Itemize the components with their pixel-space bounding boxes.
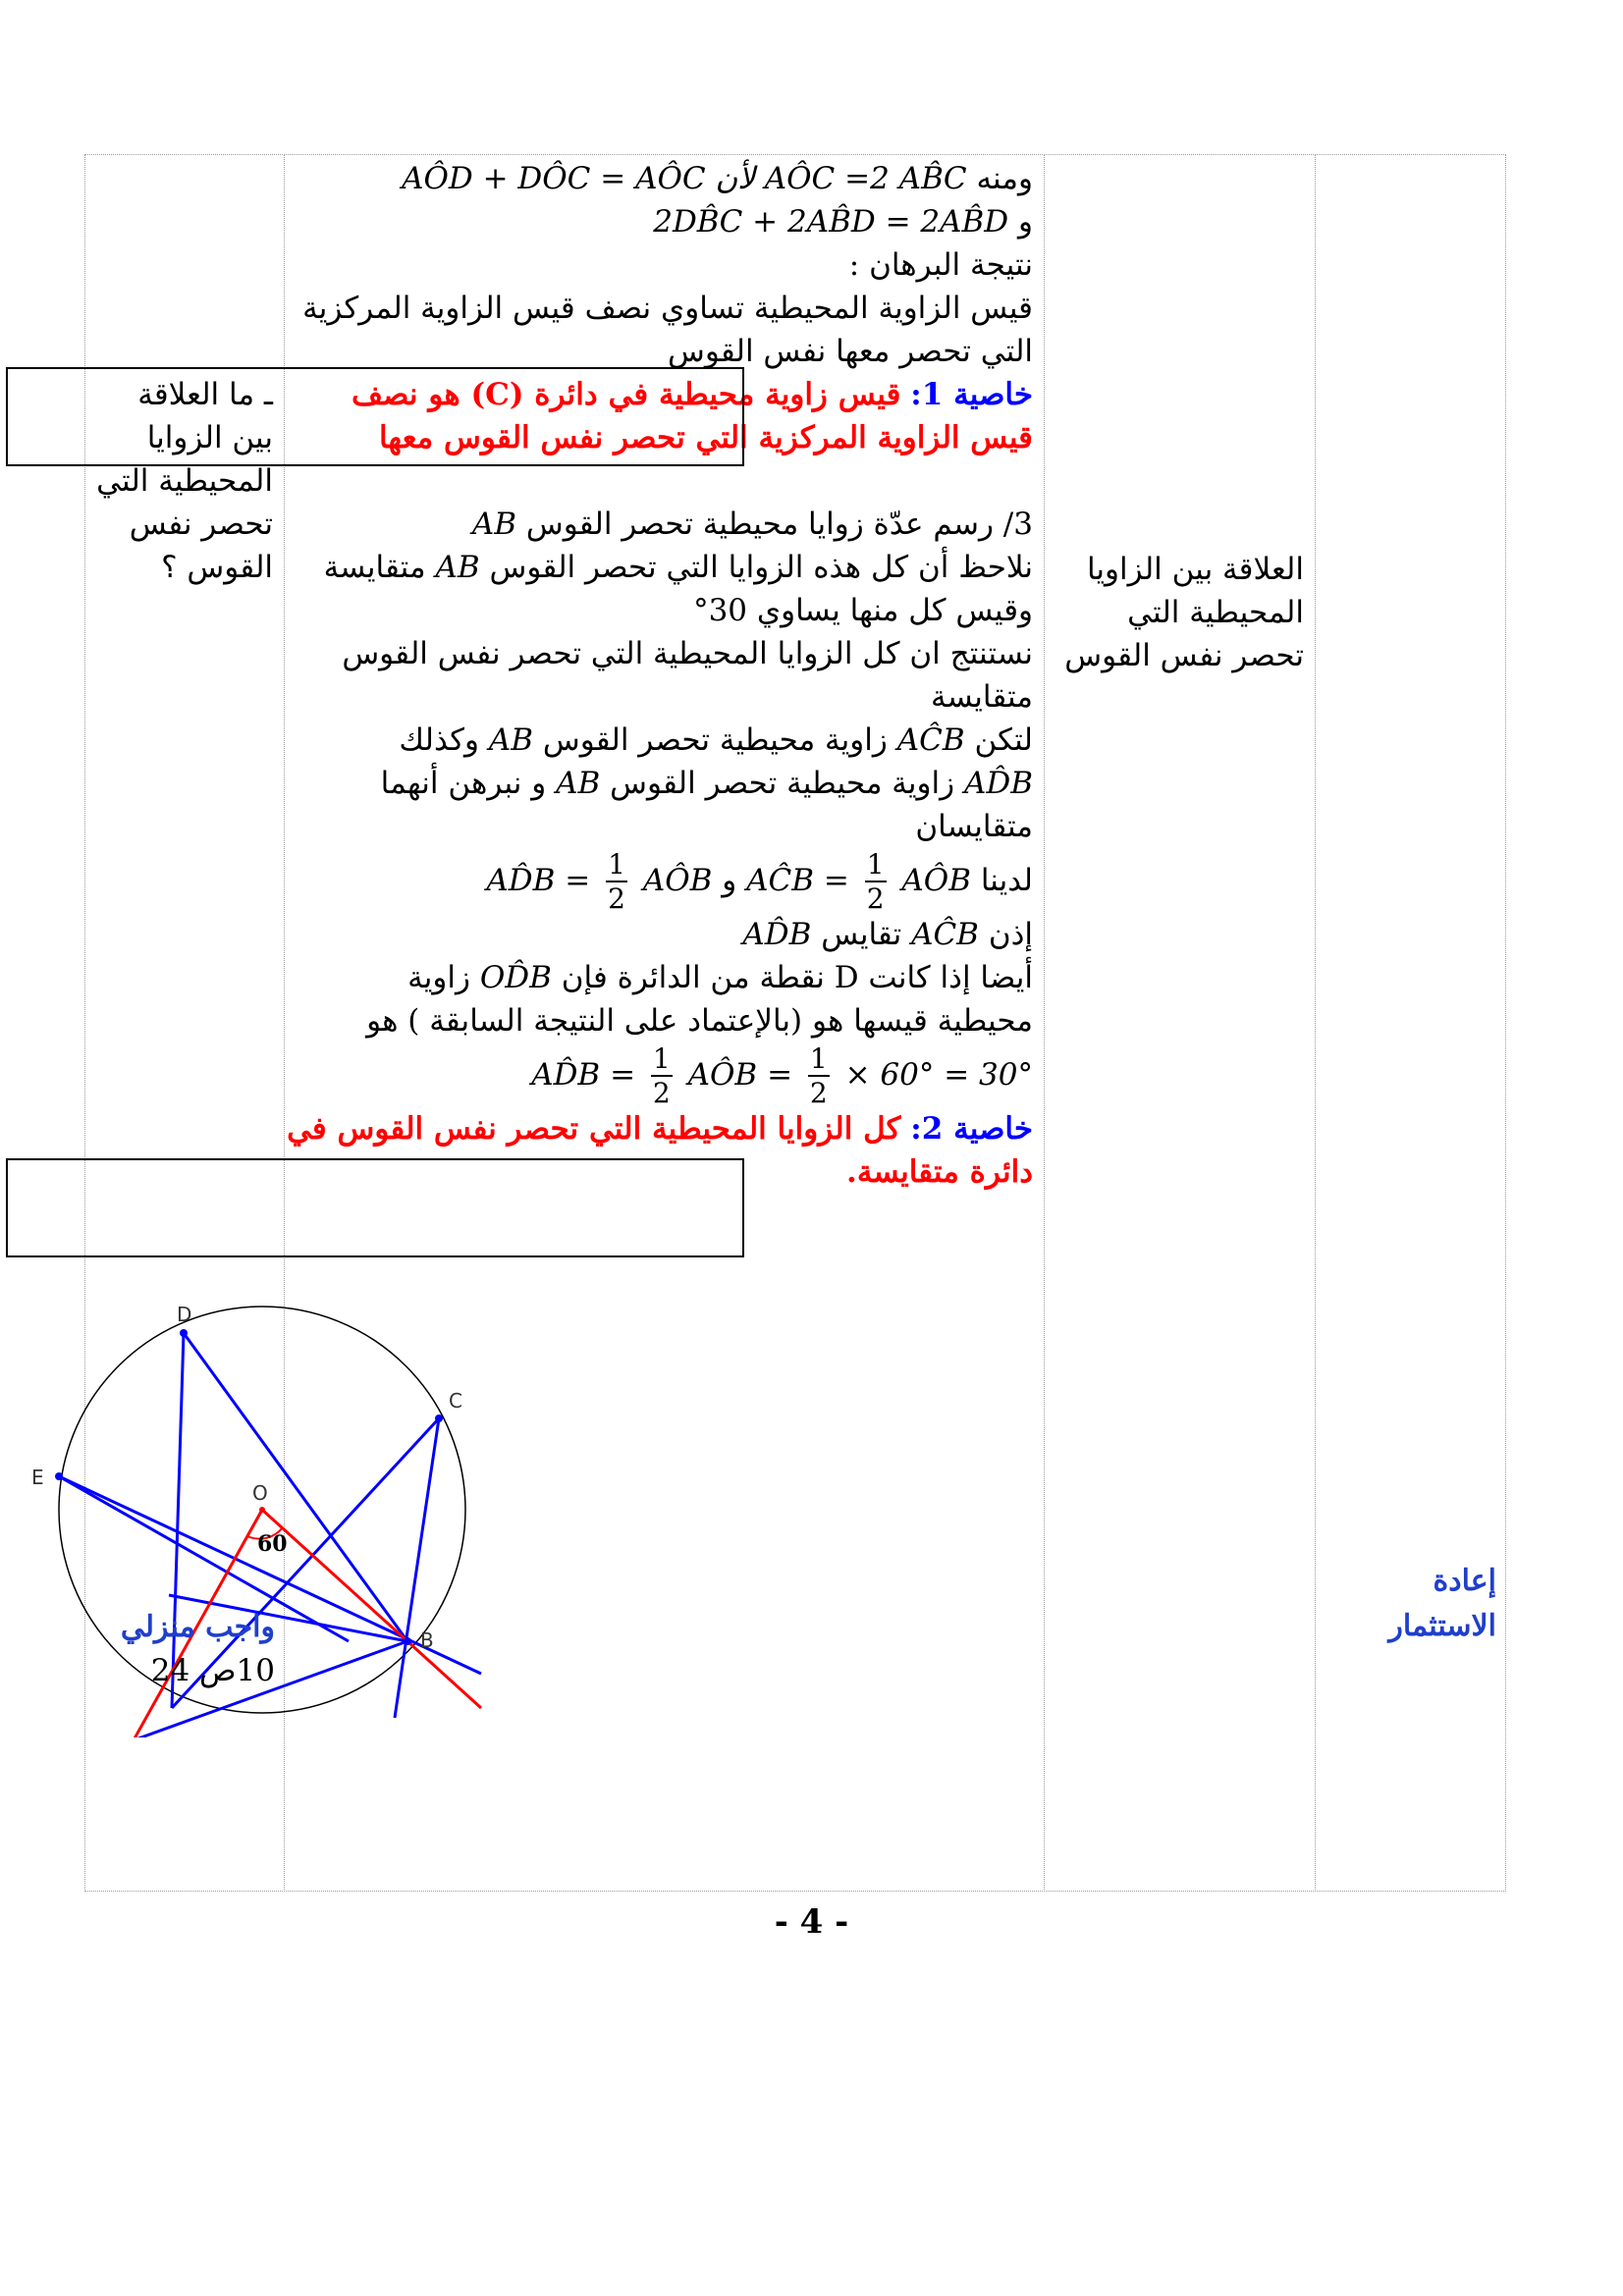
outline-box <box>6 1158 744 1257</box>
let-line-3: متقايسان <box>915 809 1033 844</box>
page-number: - 4 - <box>774 1902 849 1942</box>
arc-ab: AB <box>488 722 534 758</box>
goal-column: العلاقة بين الزاويا المحيطية التي تحصر نفس القوس <box>1064 552 1304 673</box>
equation: 2DB̂C + 2AB̂D = 2AB̂D <box>653 204 1009 240</box>
result-text: قيس الزاوية المحيطية تساوي نصف قيس الزاوية المركزية <box>302 291 1033 326</box>
angle-acb: AĈB <box>896 722 965 758</box>
equation: AÔD + DÔC = AÔC لأن AÔC =2 AB̂C <box>402 161 967 196</box>
homework-label: واجب منزلي <box>120 1610 275 1644</box>
calc-line: × 60° = 30° $\frac{1}{2}$ = AÔB $\frac{1}{2}$ = AD̂B <box>531 1042 1033 1109</box>
also-line: محيطية قيسها هو (بالإعتماد على النتيجة السابقة ) هو <box>366 1003 1033 1039</box>
point-label-e: E <box>31 1466 44 1489</box>
point-label-d: D <box>177 1306 192 1326</box>
homework-note <box>88 1606 275 1692</box>
proof-line-2: و 2DB̂C + 2AB̂D = 2AB̂D <box>653 204 1033 240</box>
fraction: $\frac{1}{2}$ <box>809 1042 828 1109</box>
arc-ab: AB <box>556 766 601 801</box>
result-text: التي تحصر معها نفس القوس <box>667 334 1033 369</box>
step-3: 3/ رسم عدّة زوايا محيطية تحصر القوس AB <box>471 507 1033 542</box>
conclusion: متقايسة <box>931 679 1033 715</box>
property-label: خاصية 1: <box>910 377 1033 412</box>
property-text: قيس زاوية محيطية في دائرة (C) هو نصف <box>351 377 901 412</box>
homework-text: 10ص 24 <box>150 1653 275 1688</box>
arc-ab: AB <box>435 550 480 585</box>
equation-line: لدينا AÔB $\frac{1}{2}$ = AĈB و AÔB $\frac{1}{2}$ = AD̂B <box>486 848 1033 915</box>
question-column: ـ ما العلاقة بين الزوايا المحيطية التي تحصر نفس القوس ؟ <box>96 377 273 585</box>
point-label-o: O <box>252 1481 268 1505</box>
main-content <box>287 157 1033 1194</box>
column-divider <box>1315 154 1316 1892</box>
property-2 <box>287 1107 1033 1150</box>
fraction: $\frac{1}{2}$ <box>652 1042 671 1109</box>
fraction: $\frac{1}{2}$ <box>608 848 625 915</box>
angle-adb: AD̂B <box>963 766 1033 801</box>
property-label: خاصية 2: <box>910 1111 1033 1147</box>
measure-line: وقيس كل منها يساوي 30° <box>693 593 1033 628</box>
property-text: دائرة متقايسة. <box>846 1154 1033 1190</box>
observation: نلاحظ أن كل هذه الزوايا التي تحصر القوس AB متقايسة <box>323 550 1033 585</box>
column-divider <box>1044 154 1045 1892</box>
fraction: $\frac{1}{2}$ <box>866 848 885 915</box>
then-line: إذن AĈB تقايس AD̂B <box>742 917 1033 952</box>
property-text: كل الزوايا المحيطية التي تحصر نفس القوس في <box>287 1111 901 1147</box>
point-label-b: B <box>420 1629 434 1652</box>
proof-line-1: ومنه AÔD + DÔC = AÔC لأن AÔC =2 AB̂C <box>402 161 1033 196</box>
also-line: أيضا إذا كانت D نقطة من الدائرة فإن OD̂B زاوية <box>407 960 1033 995</box>
conclusion: نستنتج ان كل الزوايا المحيطية التي تحصر نفس القوس <box>342 636 1033 671</box>
arc-ab: AB <box>471 507 517 542</box>
let-line-1: لتكن AĈB زاوية محيطية تحصر القوس AB وكذلك <box>399 722 1033 758</box>
angle-label: 60 <box>257 1531 288 1557</box>
stage-label: إعادة الاستثمار <box>1388 1564 1496 1643</box>
property-text: قيس الزاوية المركزية التي تحصر نفس القوس معها <box>378 420 1033 455</box>
let-line-2: AD̂B زاوية محيطية تحصر القوس AB و نبرهن أنهما <box>380 766 1033 801</box>
result-label: نتيجة البرهان : <box>848 247 1033 283</box>
point-label-c: C <box>449 1389 462 1413</box>
